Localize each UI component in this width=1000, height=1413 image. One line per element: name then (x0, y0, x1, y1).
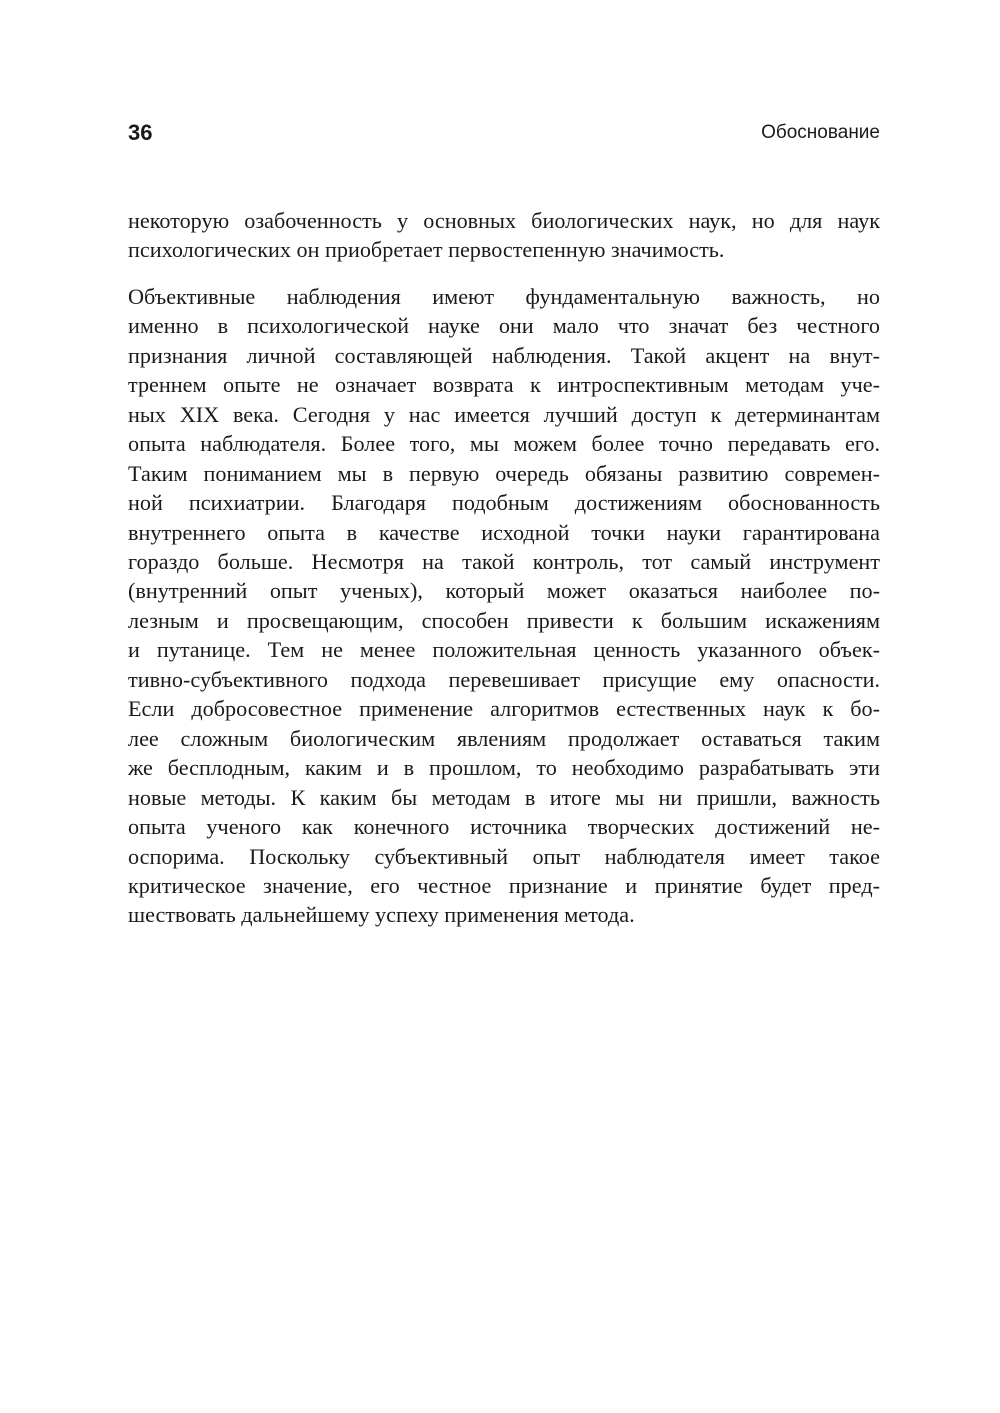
text-line: тивно-субъективного подхода перевешивает присущие ему опасности. (128, 666, 880, 692)
running-head (128, 118, 880, 148)
text-line: же бесплодным, каким и в прошлом, то необходимо разрабатывать эти (128, 755, 880, 781)
text-line: психологических он приобретает первостепенную значимость. (128, 237, 725, 263)
text-line: лее сложным биологическим явлениям продолжает оставаться таким (128, 725, 880, 751)
text-line: критическое значение, его честное признание и принятие будет пред- (128, 872, 880, 898)
text-line: треннем опыте не означает возврата к интроспективным методам уче- (128, 372, 880, 398)
text-line: ных XIX века. Сегодня у нас имеется лучший доступ к детерминантам (128, 401, 880, 427)
page-number: 36 (128, 120, 153, 145)
text-line: внутреннего опыта в качестве исходной точки науки гарантирована (128, 519, 880, 545)
text-line: именно в психологической науке они мало что значат без честного (128, 313, 880, 339)
text-line: (внутренний опыт ученых), который может оказаться наиболее по- (128, 578, 880, 604)
text-line: Если добросовестное применение алгоритмов естественных наук к бо- (128, 696, 880, 722)
text-line: опыта ученого как конечного источника творческих достижений не- (128, 814, 880, 840)
body-text (128, 206, 880, 930)
text-line: гораздо больше. Несмотря на такой контроль, тот самый инструмент (128, 548, 880, 574)
paragraph-1 (128, 206, 880, 265)
text-line: Таким пониманием мы в первую очередь обязаны развитию современ- (128, 460, 880, 486)
text-line: оспорима. Поскольку субъективный опыт наблюдателя имеет такое (128, 843, 880, 869)
text-line: новые методы. К каким бы методам в итоге мы ни пришли, важность (128, 784, 880, 810)
text-line: опыта наблюдателя. Более того, мы можем более точно передавать его. (128, 431, 880, 457)
text-line: и путанице. Тем не менее положительная ценность указанного объек- (128, 637, 880, 663)
text-line: некоторую озабоченность у основных биологических наук, но для наук (128, 208, 880, 233)
text-line: шествовать дальнейшему успеху применения метода. (128, 902, 635, 928)
text-line: ной психиатрии. Благодаря подобным достижениям обоснованность (128, 490, 880, 516)
section-title: Обоснование (761, 122, 880, 143)
text-line: лезным и просвещающим, способен привести к большим искажениям (128, 607, 880, 633)
paragraph-2 (128, 282, 880, 930)
text-line: признания личной составляющей наблюдения. Такой акцент на внут- (128, 342, 880, 368)
text-line: Объективные наблюдения имеют фундаментальную важность, но (128, 283, 880, 309)
